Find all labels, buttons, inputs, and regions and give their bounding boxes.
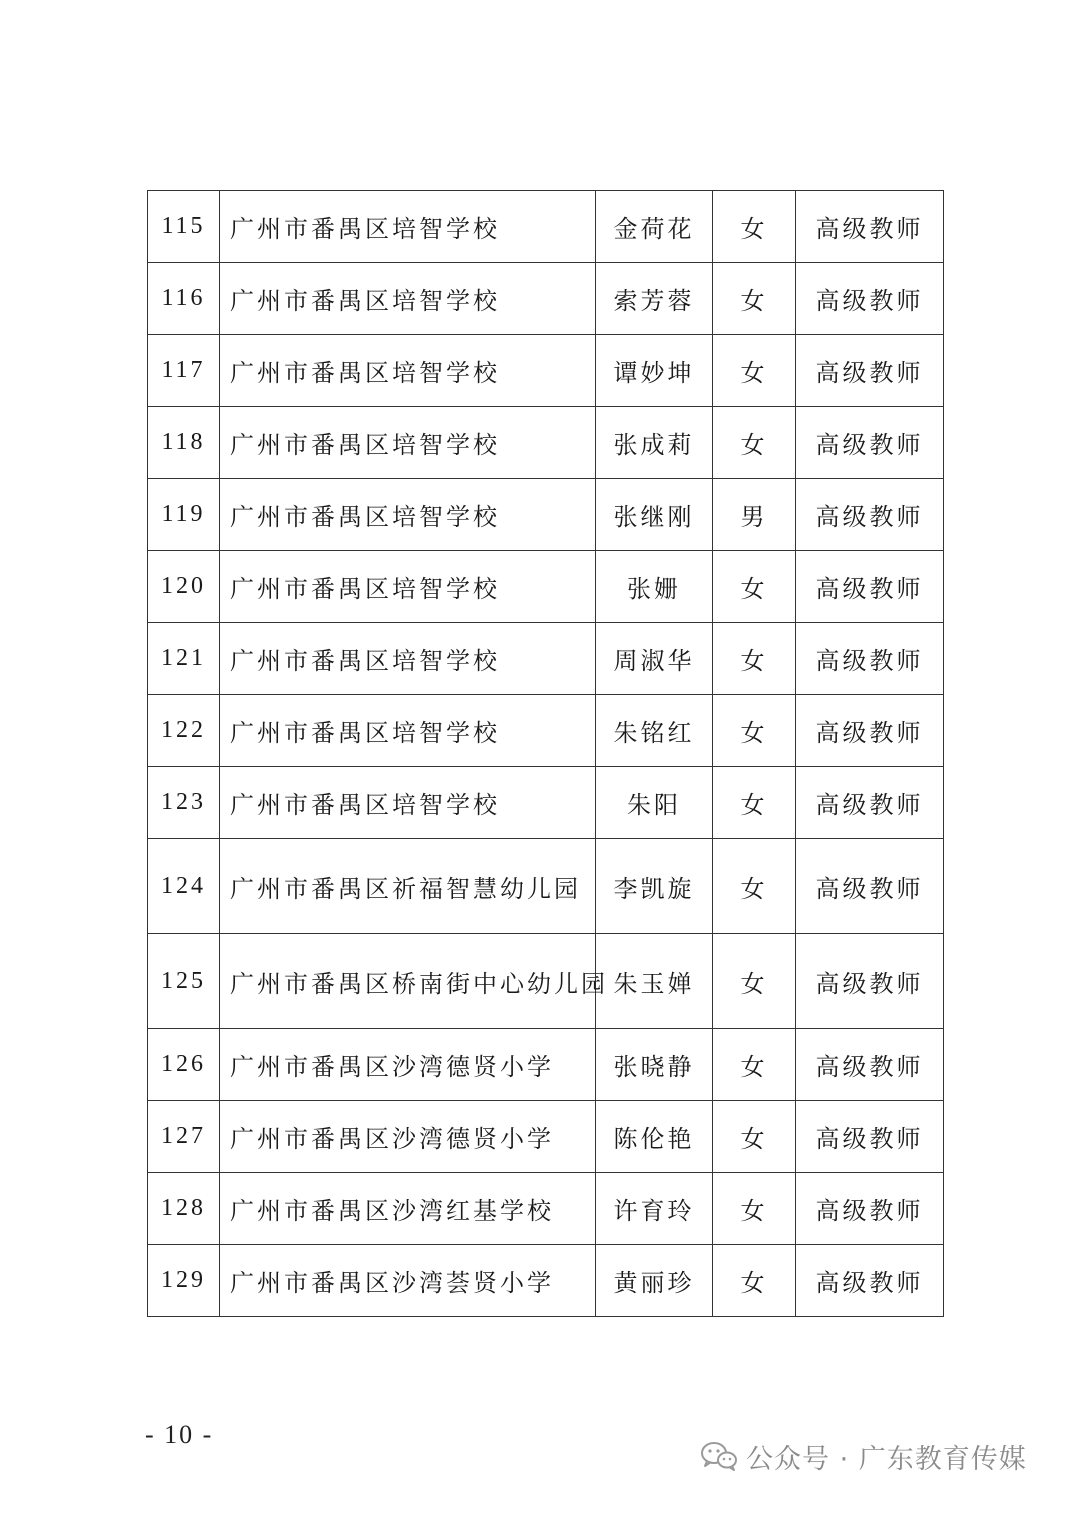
row-number: 128 [148,1173,220,1245]
teacher-name: 金荷花 [596,191,713,263]
teacher-name: 许育玲 [596,1173,713,1245]
teacher-title: 高级教师 [796,1173,944,1245]
teacher-name: 谭妙坤 [596,335,713,407]
row-number: 126 [148,1029,220,1101]
watermark-text: 公众号 · 广东教育传媒 [746,1443,1027,1475]
teacher-sex: 女 [713,551,796,623]
teacher-title: 高级教师 [796,1101,944,1173]
school-name: 广州市番禺区培智学校 [220,695,596,767]
table-row [148,407,944,479]
page-number: - 10 - [145,1420,214,1449]
teacher-name: 朱阳 [596,767,713,839]
teacher-title: 高级教师 [796,695,944,767]
table-row [148,1029,944,1101]
table-row [148,1245,944,1317]
row-number: 120 [148,551,220,623]
teacher-sex: 女 [713,263,796,335]
teacher-sex: 女 [713,1245,796,1317]
teacher-name: 索芳蓉 [596,263,713,335]
school-name: 广州市番禺区祈福智慧幼儿园 [220,839,596,934]
teacher-sex: 女 [713,839,796,934]
row-number: 125 [148,934,220,1029]
table-row [148,335,944,407]
row-number: 122 [148,695,220,767]
teacher-title: 高级教师 [796,263,944,335]
watermark [700,1436,1027,1476]
teacher-title: 高级教师 [796,335,944,407]
teacher-name: 朱铭红 [596,695,713,767]
teacher-sex: 女 [713,623,796,695]
table-row [148,1101,944,1173]
table-row [148,479,944,551]
teacher-title: 高级教师 [796,934,944,1029]
teacher-sex: 女 [713,1029,796,1101]
school-name: 广州市番禺区培智学校 [220,191,596,263]
teacher-name: 张姗 [596,551,713,623]
row-number: 116 [148,263,220,335]
teacher-name: 朱玉婵 [596,934,713,1029]
school-name: 广州市番禺区培智学校 [220,551,596,623]
row-number: 119 [148,479,220,551]
teacher-title: 高级教师 [796,767,944,839]
table-row [148,934,944,1029]
teacher-sex: 女 [713,335,796,407]
school-name: 广州市番禺区桥南街中心幼儿园 [220,934,596,1029]
table-row [148,1173,944,1245]
row-number: 115 [148,191,220,263]
teacher-name: 李凯旋 [596,839,713,934]
school-name: 广州市番禺区沙湾德贤小学 [220,1101,596,1173]
teacher-sex: 女 [713,1173,796,1245]
table-row [148,263,944,335]
teacher-name: 张继刚 [596,479,713,551]
row-number: 123 [148,767,220,839]
teacher-name: 陈伦艳 [596,1101,713,1173]
school-name: 广州市番禺区培智学校 [220,623,596,695]
row-number: 117 [148,335,220,407]
teacher-sex: 女 [713,407,796,479]
teacher-sex: 女 [713,934,796,1029]
teacher-title: 高级教师 [796,407,944,479]
school-name: 广州市番禺区培智学校 [220,767,596,839]
school-name: 广州市番禺区沙湾德贤小学 [220,1029,596,1101]
school-name: 广州市番禺区沙湾荟贤小学 [220,1245,596,1317]
school-name: 广州市番禺区培智学校 [220,335,596,407]
table-row [148,767,944,839]
row-number: 118 [148,407,220,479]
teacher-title: 高级教师 [796,1029,944,1101]
teacher-title: 高级教师 [796,479,944,551]
teacher-sex: 女 [713,767,796,839]
teacher-name: 周淑华 [596,623,713,695]
table-body [148,191,944,1317]
teacher-name: 张成莉 [596,407,713,479]
teacher-title: 高级教师 [796,191,944,263]
school-name: 广州市番禺区培智学校 [220,263,596,335]
row-number: 121 [148,623,220,695]
teacher-title: 高级教师 [796,623,944,695]
table-row [148,695,944,767]
teacher-sex: 男 [713,479,796,551]
table-row [148,551,944,623]
teacher-name: 黄丽珍 [596,1245,713,1317]
school-name: 广州市番禺区培智学校 [220,479,596,551]
teacher-title: 高级教师 [796,1245,944,1317]
teacher-title: 高级教师 [796,839,944,934]
teacher-sex: 女 [713,191,796,263]
teacher-sex: 女 [713,695,796,767]
teacher-sex: 女 [713,1101,796,1173]
table-row [148,839,944,934]
teacher-list-table [147,190,944,1317]
row-number: 124 [148,839,220,934]
table-row [148,191,944,263]
school-name: 广州市番禺区培智学校 [220,407,596,479]
table-row [148,623,944,695]
row-number: 129 [148,1245,220,1317]
school-name: 广州市番禺区沙湾红基学校 [220,1173,596,1245]
teacher-title: 高级教师 [796,551,944,623]
teacher-name: 张晓静 [596,1029,713,1101]
wechat-icon [700,1440,738,1472]
row-number: 127 [148,1101,220,1173]
